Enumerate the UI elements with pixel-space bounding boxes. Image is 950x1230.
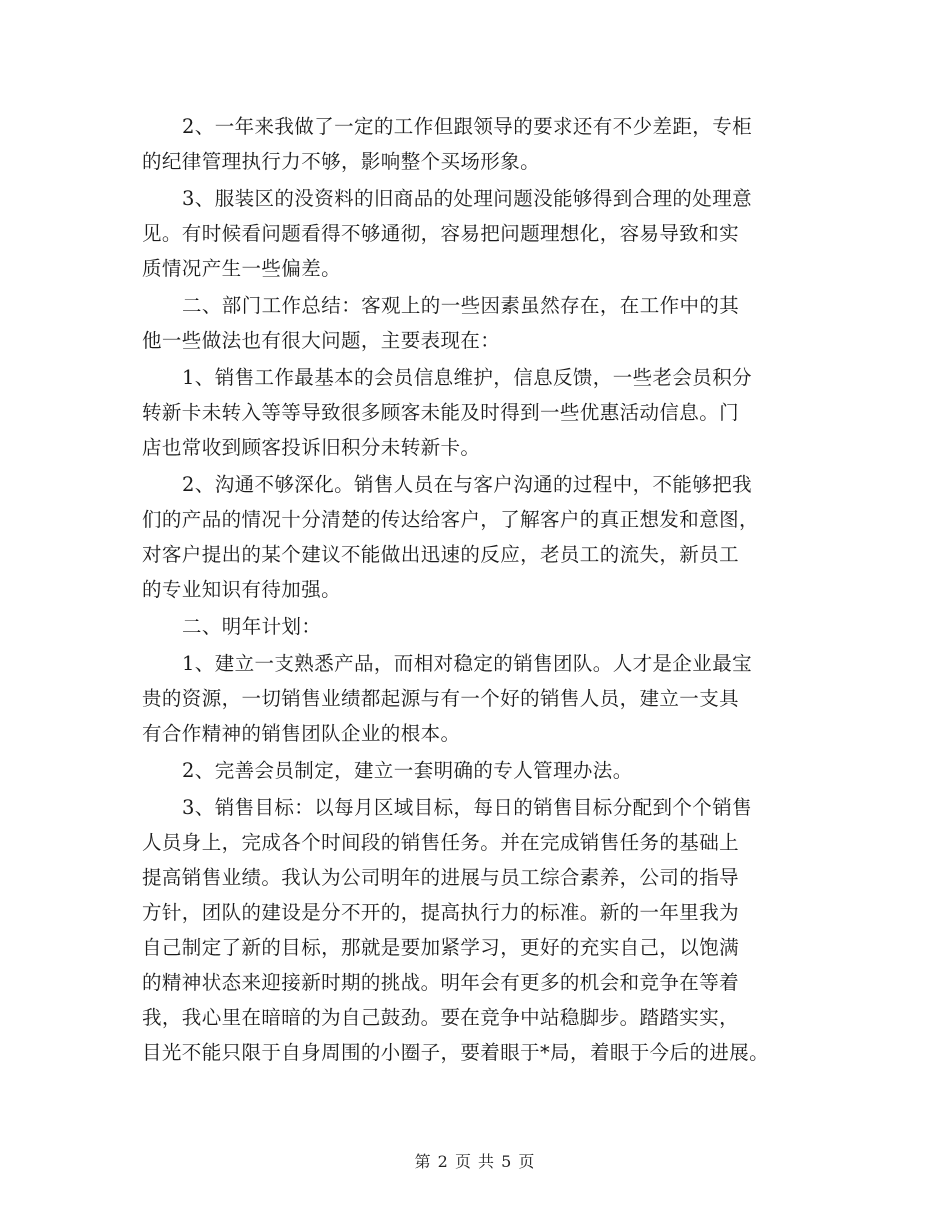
paragraph-line: 们的产品的情况十分清楚的传达给客户，了解客户的真正想发和意图， xyxy=(142,508,759,531)
paragraph-line: 见。有时候看问题看得不够通彻，容易把问题理想化，容易导致和实 xyxy=(142,222,740,245)
paragraph-line: 店也常收到顾客投诉旧积分未转新卡。 xyxy=(142,436,481,459)
paragraph-line: 我，我心里在暗暗的为自己鼓劲。要在竞争中站稳脚步。踏踏实实， xyxy=(142,1006,740,1029)
paragraph-first-line: 二、部门工作总结：客观上的一些因素虽然存在，在工作中的其 xyxy=(182,294,740,317)
paragraph-line: 方针，团队的建设是分不开的，提高执行力的标准。新的一年里我为 xyxy=(142,901,740,924)
paragraph-first-line: 1、销售工作最基本的会员信息维护，信息反馈，一些老会员积分 xyxy=(182,366,753,389)
paragraph-first-line: 2、完善会员制定，建立一套明确的专人管理办法。 xyxy=(182,759,633,782)
paragraph-first-line: 二、明年计划： xyxy=(182,615,322,638)
paragraph-line: 质情况产生一些偏差。 xyxy=(142,257,342,280)
paragraph-line: 的精神状态来迎接新时期的挑战。明年会有更多的机会和竞争在等着 xyxy=(142,971,740,994)
paragraph-line: 人员身上，完成各个时间段的销售任务。并在完成销售任务的基础上 xyxy=(142,831,740,854)
paragraph-first-line: 1、建立一支熟悉产品，而相对稳定的销售团队。人才是企业最宝 xyxy=(182,652,753,675)
paragraph-line: 的专业知识有待加强。 xyxy=(142,578,342,601)
paragraph-first-line: 3、销售目标：以每月区域目标，每日的销售目标分配到个个销售 xyxy=(182,796,753,819)
page-number-footer: 第 2 页 共 5 页 xyxy=(414,1152,536,1171)
paragraph-line: 提高销售业绩。我认为公司明年的进展与员工综合素养，公司的指导 xyxy=(142,866,740,889)
paragraph-line: 有合作精神的销售团队企业的根本。 xyxy=(142,722,461,745)
paragraph-line: 目光不能只限于自身周围的小圈子，要着眼于*局，着眼于今后的进展。 xyxy=(142,1041,770,1064)
paragraph-line: 他一些做法也有很大问题，主要表现在： xyxy=(142,329,501,352)
document-body xyxy=(142,109,822,1070)
paragraph-first-line: 2、沟通不够深化。销售人员在与客户沟通的过程中，不能够把我 xyxy=(182,473,753,496)
paragraph-first-line: 2、一年来我做了一定的工作但跟领导的要求还有不少差距，专柜 xyxy=(182,115,753,138)
paragraph-first-line: 3、服装区的没资料的旧商品的处理问题没能够得到合理的处理意 xyxy=(182,187,753,210)
paragraph-line: 的纪律管理执行力不够，影响整个买场形象。 xyxy=(142,150,541,173)
paragraph-line: 对客户提出的某个建议不能做出迅速的反应，老员工的流失，新员工 xyxy=(142,543,740,566)
paragraph-line: 转新卡未转入等等导致很多顾客未能及时得到一些优惠活动信息。门 xyxy=(142,401,740,424)
paragraph-line: 自己制定了新的目标，那就是要加紧学习，更好的充实自己，以饱满 xyxy=(142,936,740,959)
paragraph-line: 贵的资源，一切销售业绩都起源与有一个好的销售人员，建立一支具 xyxy=(142,687,740,710)
